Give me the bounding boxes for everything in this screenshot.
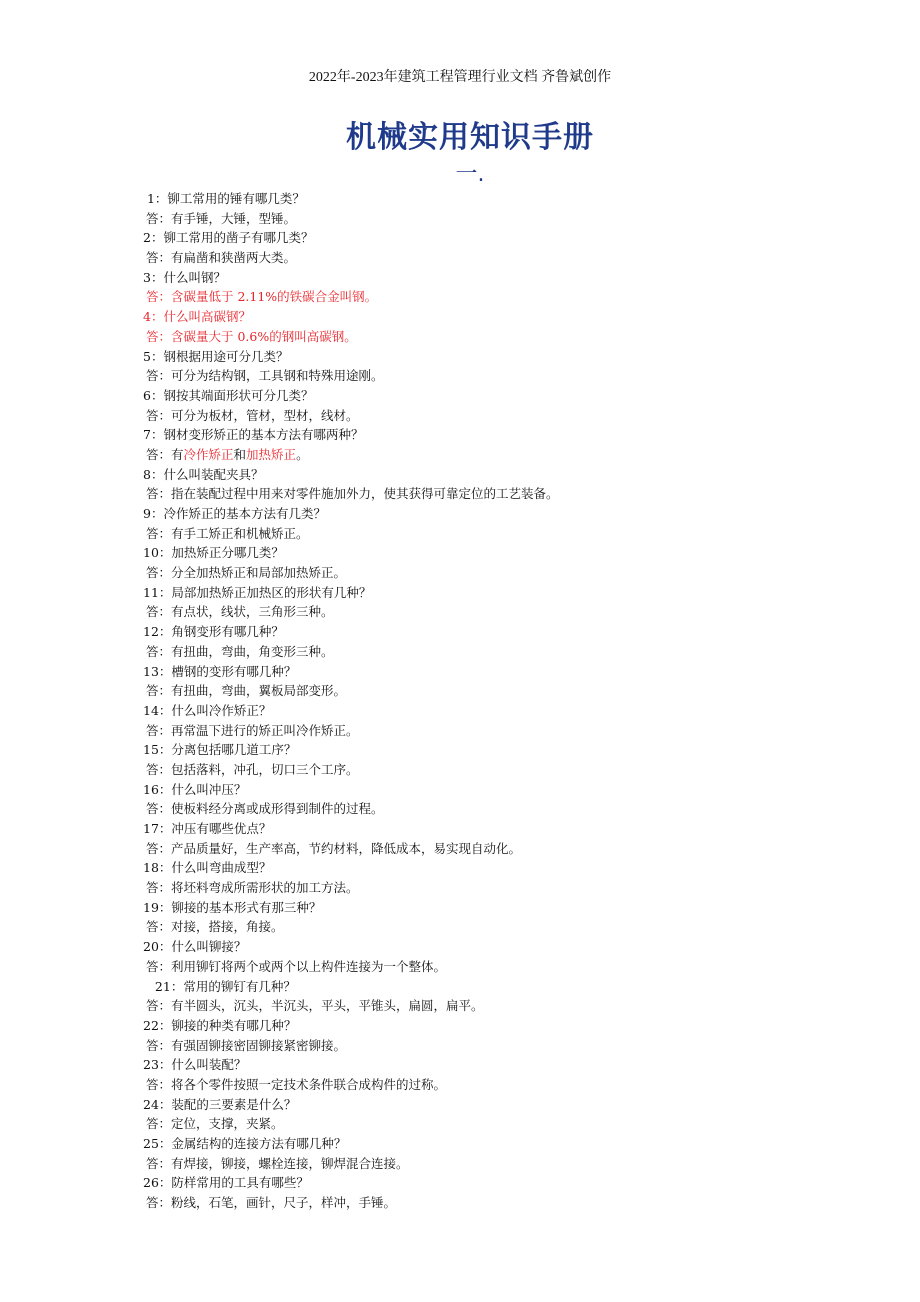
question-line: 16：什么叫冲压？ <box>143 781 247 797</box>
answer-text: 答：有扭曲，弯曲，翼板局部变形。 <box>146 683 347 699</box>
answer-text: 答：使板料经分离或成形得到制件的过程。 <box>146 801 384 817</box>
answer-text: 答：有半圆头，沉头，半沉头，平头，平锥头，扁圆，扁平。 <box>146 998 484 1014</box>
answer-text: 答：产品质量好，生产率高，节约材料，降低成本，易实现自动化。 <box>146 840 522 856</box>
answer-text: 答：利用铆钉将两个或两个以上构件连接为一个整体。 <box>146 958 447 974</box>
question-line: 20：什么叫铆接？ <box>143 939 247 955</box>
answer-text: 答：将坯料弯成所需形状的加工方法。 <box>146 880 359 896</box>
answer-text: 答：可分为结构钢，工具钢和特殊用途刚。 <box>146 368 384 384</box>
answer-text: 答：对接，搭接，角接。 <box>146 919 284 935</box>
answer-text: 答：有 <box>146 446 184 462</box>
answer-text: 答：有焊接，铆接，螺栓连接，铆焊混合连接。 <box>146 1155 409 1171</box>
question-line: 14：什么叫冷作矫正？ <box>143 702 272 718</box>
answer-line <box>143 996 843 1016</box>
question-line: 11：局部加热矫正加热区的形状有几种？ <box>143 584 372 600</box>
answer-line <box>143 760 843 780</box>
answer-text: 答：定位，支撑，夹紧。 <box>146 1116 284 1132</box>
question-line: 25：金属结构的连接方法有哪几种？ <box>143 1136 347 1151</box>
answer-line <box>143 366 843 386</box>
answer-text: 答：有扭曲，弯曲，角变形三种。 <box>146 643 334 659</box>
answer-text: 加热矫正 <box>246 446 297 462</box>
question-line: 2：铆工常用的凿子有哪几类？ <box>143 230 314 246</box>
answer-text: 答：包括落料，冲孔，切口三个工序。 <box>146 761 359 777</box>
answer-line <box>143 287 843 307</box>
answer-line <box>143 524 843 544</box>
answer-line <box>143 642 843 662</box>
qa-list <box>143 189 843 1213</box>
question-line: 17：冲压有哪些优点？ <box>143 821 272 836</box>
question-line: 5：钢根据用途可分几类？ <box>143 348 289 364</box>
answer-line <box>143 406 843 426</box>
question-line: 4：什么叫高碳钢？ <box>143 309 251 325</box>
question-line: 15：分离包括哪几道工序？ <box>143 742 297 758</box>
question-line: 10：加热矫正分哪几类？ <box>143 545 284 561</box>
question-line: 13：槽钢的变形有哪几种？ <box>143 663 297 679</box>
answer-text: 冷作矫正 <box>183 446 234 462</box>
question-line: 12：角钢变形有哪几种？ <box>143 624 284 640</box>
answer-line <box>143 209 843 229</box>
answer-text: 答：有手锤，大锤，型锤。 <box>146 210 297 226</box>
answer-line <box>143 957 843 977</box>
answer-text: 和 <box>233 446 247 462</box>
answer-text: 答：含碳量低于 2.11%的铁碳合金叫钢。 <box>146 289 378 305</box>
answer-line <box>143 602 843 622</box>
answer-text: 答：有强固铆接密固铆接紧密铆接。 <box>146 1037 347 1053</box>
question-line: 1：铆工常用的锤有哪几类？ <box>143 191 305 206</box>
answer-text: 答：分全加热矫正和局部加热矫正。 <box>146 565 347 581</box>
section-number: 一. <box>455 162 485 187</box>
answer-text: 答：指在装配过程中用来对零件施加外力，使其获得可靠定位的工艺装备。 <box>146 486 559 502</box>
question-line: 23：什么叫装配？ <box>143 1057 247 1073</box>
page-header: 2022年-2023年建筑工程管理行业文档 齐鲁斌创作 <box>308 70 612 85</box>
answer-text: 答：有手工矫正和机械矫正。 <box>146 525 309 541</box>
answer-text: 答：粉线，石笔，画针，尺子，样冲，手锤。 <box>146 1195 397 1211</box>
question-line: 24：装配的三要素是什么？ <box>143 1096 297 1112</box>
answer-text: 答：有点状，线状，三角形三种。 <box>146 604 334 620</box>
answer-text: 答：有扁凿和狭凿两大类。 <box>146 250 297 266</box>
answer-text: 答：将各个零件按照一定技术条件联合成构件的过称。 <box>146 1076 447 1092</box>
answer-line <box>143 1193 843 1213</box>
question-line: 8：什么叫装配夹具？ <box>143 466 264 482</box>
answer-line <box>143 484 843 504</box>
answer-line <box>143 799 843 819</box>
answer-line <box>143 563 843 583</box>
answer-line <box>143 1036 843 1056</box>
answer-line <box>143 1075 843 1095</box>
answer-line <box>143 1114 843 1134</box>
answer-line <box>143 327 843 347</box>
answer-line <box>143 681 843 701</box>
question-line: 19：铆接的基本形式有那三种？ <box>143 899 322 915</box>
question-line: 6：钢按其端面形状可分几类？ <box>143 387 314 403</box>
question-line: 9：冷作矫正的基本方法有几类？ <box>143 506 326 521</box>
question-line: 7：钢材变形矫正的基本方法有哪两种？ <box>143 427 364 443</box>
document-title: 机械实用知识手册 <box>346 120 594 155</box>
question-line: 18：什么叫弯曲成型？ <box>143 860 272 876</box>
answer-line <box>143 878 843 898</box>
answer-line <box>143 721 843 741</box>
answer-line <box>143 917 843 937</box>
answer-line <box>143 445 843 465</box>
question-line: 21：常用的铆钉有几种？ <box>143 978 296 994</box>
answer-line <box>143 248 843 268</box>
question-line: 26：防样常用的工具有哪些？ <box>143 1175 309 1191</box>
answer-text: 答：含碳量大于 0.6%的钢叫高碳钢。 <box>146 328 357 344</box>
answer-line <box>143 1154 843 1174</box>
question-line: 3：什么叫钢？ <box>143 269 226 285</box>
answer-text: 答：再常温下进行的矫正叫冷作矫正。 <box>146 722 359 738</box>
answer-text: 。 <box>296 446 309 462</box>
question-line: 22：铆接的种类有哪几种？ <box>143 1017 297 1033</box>
answer-text: 答：可分为板材，管材，型材，线材。 <box>146 407 359 423</box>
answer-line <box>143 839 843 859</box>
